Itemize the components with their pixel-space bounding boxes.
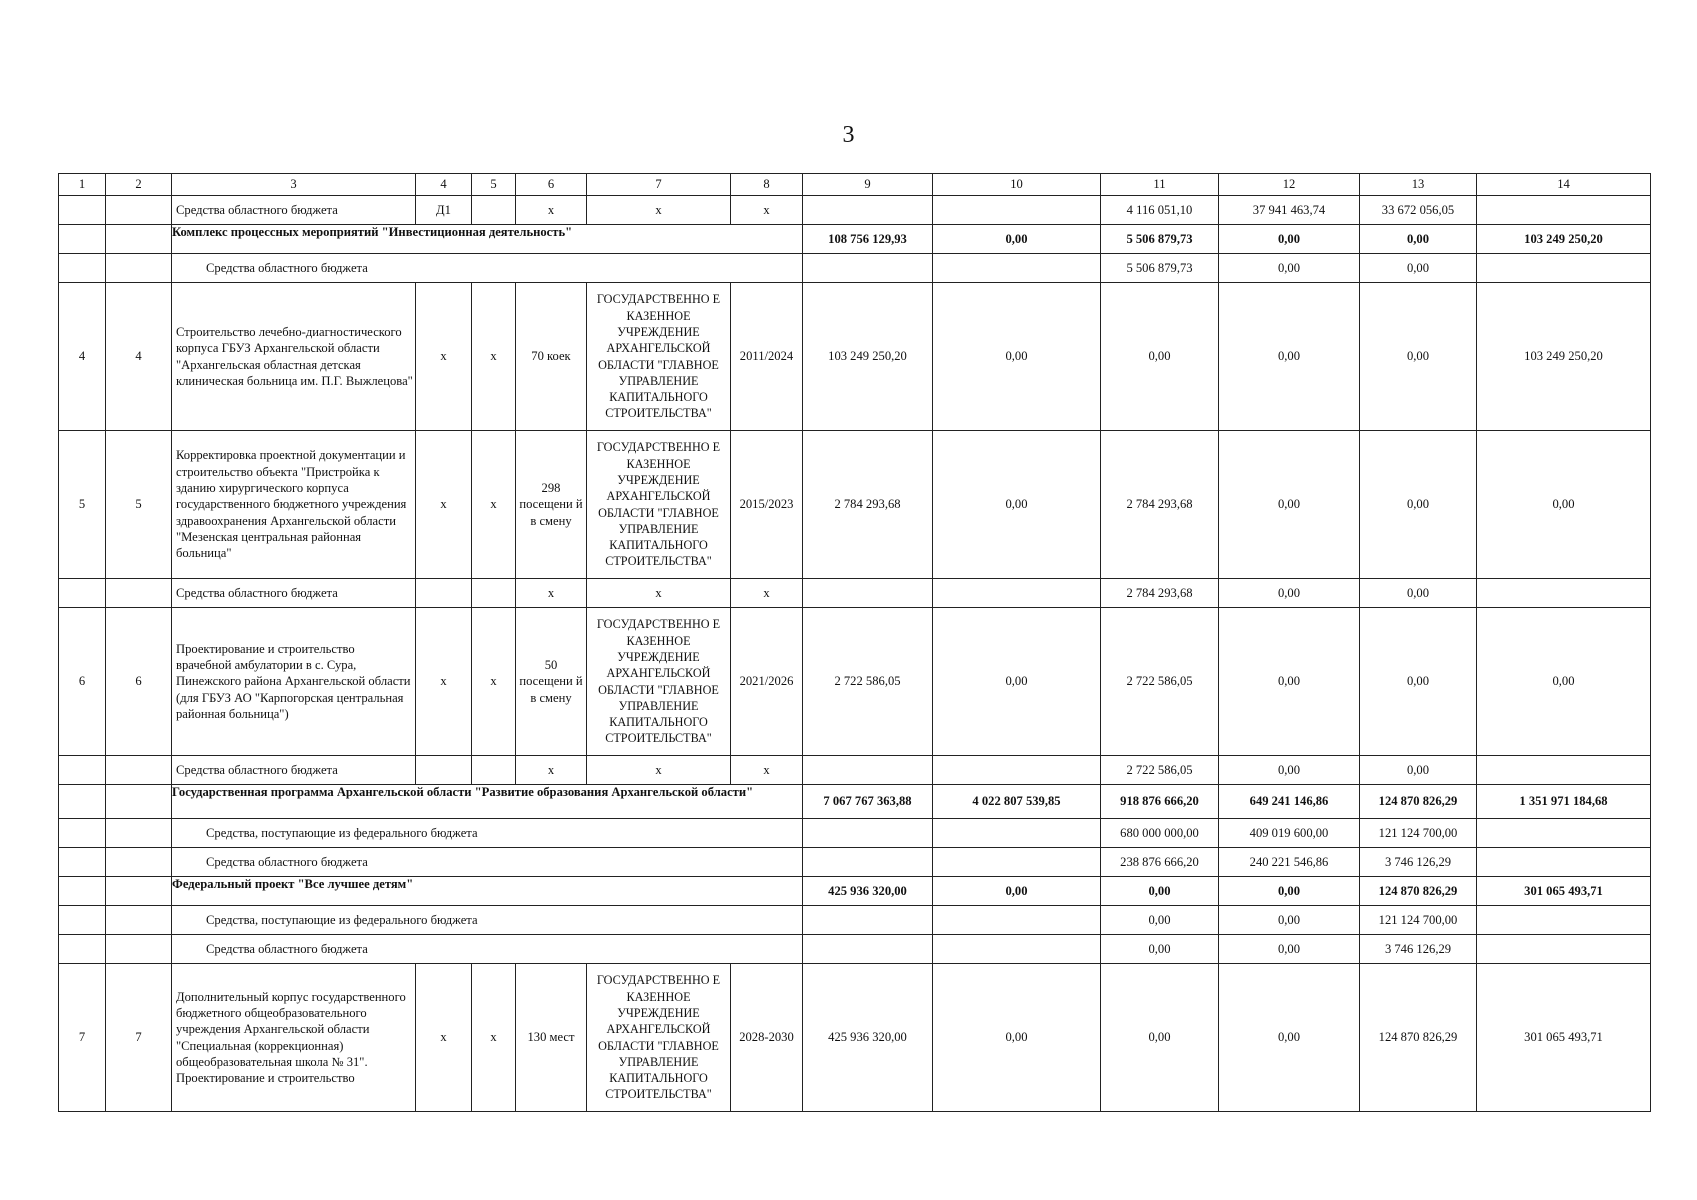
responsible-org: ГОСУДАРСТВЕННО Е КАЗЕННОЕ УЧРЕЖДЕНИЕ АРХАНГЕЛЬСКОЙ ОБЛАСТИ "ГЛАВНОЕ УПРАВЛЕНИЕ КАПИТАЛЬНОГО СТРОИТЕЛЬСТВА" (587, 608, 731, 756)
responsible-org: ГОСУДАРСТВЕННО Е КАЗЕННОЕ УЧРЕЖДЕНИЕ АРХАНГЕЛЬСКОЙ ОБЛАСТИ "ГЛАВНОЕ УПРАВЛЕНИЕ КАПИТАЛЬНОГО СТРОИТЕЛЬСТВА" (587, 283, 731, 431)
table-row: 6 6 Проектирование и строительство врачебной амбулатории в с. Сура, Пинежского района Архангельской области (для ГБУЗ АО "Карпогорская центральная районная больница") х х 50 посещени й в смену ГОСУДАРСТВЕННО Е КАЗЕННОЕ УЧРЕЖДЕНИЕ АРХАНГЕЛЬСКОЙ ОБЛАСТИ "ГЛАВНОЕ УПРАВЛЕНИЕ КАПИТАЛЬНОГО СТРОИТЕЛЬСТВА" 2021/2026 2 722 586,05 0,00 2 722 586,05 0,00 0,00 0,00 (59, 608, 1651, 756)
row-label: Средства областного бюджета (172, 935, 803, 964)
row-label: Средства областного бюджета (172, 254, 803, 283)
responsible-org: ГОСУДАРСТВЕННО Е КАЗЕННОЕ УЧРЕЖДЕНИЕ АРХАНГЕЛЬСКОЙ ОБЛАСТИ "ГЛАВНОЕ УПРАВЛЕНИЕ КАПИТАЛЬНОГО СТРОИТЕЛЬСТВА" (587, 964, 731, 1112)
column-header: 3 (172, 174, 416, 196)
row-label: Средства, поступающие из федерального бюджета (172, 906, 803, 935)
table-row: Средства областного бюджета х х х 2 784 293,68 0,00 0,00 (59, 579, 1651, 608)
column-header: 2 (106, 174, 172, 196)
page-number: 3 (842, 122, 855, 148)
row-label: Средства областного бюджета (172, 848, 803, 877)
responsible-org: ГОСУДАРСТВЕННО Е КАЗЕННОЕ УЧРЕЖДЕНИЕ АРХАНГЕЛЬСКОЙ ОБЛАСТИ "ГЛАВНОЕ УПРАВЛЕНИЕ КАПИТАЛЬНОГО СТРОИТЕЛЬСТВА" (587, 431, 731, 579)
section-title: Федеральный проект "Все лучшее детям" (172, 877, 803, 906)
object-name: Строительство лечебно-диагностического корпуса ГБУЗ Архангельской области "Архангельская областная детская клиническая больница им. П.Г. Выжлецова" (172, 283, 416, 431)
column-header: 11 (1101, 174, 1219, 196)
section-row: Комплекс процессных мероприятий "Инвестиционная деятельность" 108 756 129,93 0,00 5 506 879,73 0,00 0,00 103 249 250,20 (59, 225, 1651, 254)
column-header: 9 (803, 174, 933, 196)
table-row: Средства областного бюджета 5 506 879,73 0,00 0,00 (59, 254, 1651, 283)
row-label: Средства областного бюджета (172, 196, 416, 225)
row-label: Средства, поступающие из федерального бюджета (172, 819, 803, 848)
budget-table (58, 173, 1651, 1112)
object-name: Корректировка проектной документации и строительство объекта "Пристройка к зданию хирургического корпуса государственного бюджетного учреждения здравоохранения Архангельской области "Мезенская центральная районная больница" (172, 431, 416, 579)
table-row: 5 5 Корректировка проектной документации и строительство объекта "Пристройка к зданию хирургического корпуса государственного бюджетного учреждения здравоохранения Архангельской области "Мезенская центральная районная больница" х х 298 посещени й в смену ГОСУДАРСТВЕННО Е КАЗЕННОЕ УЧРЕЖДЕНИЕ АРХАНГЕЛЬСКОЙ ОБЛАСТИ "ГЛАВНОЕ УПРАВЛЕНИЕ КАПИТАЛЬНОГО СТРОИТЕЛЬСТВА" 2015/2023 2 784 293,68 0,00 2 784 293,68 0,00 0,00 0,00 (59, 431, 1651, 579)
column-header: 8 (731, 174, 803, 196)
object-name: Проектирование и строительство врачебной амбулатории в с. Сура, Пинежского района Архангельской области (для ГБУЗ АО "Карпогорская центральная районная больница") (172, 608, 416, 756)
object-name: Дополнительный корпус государственного бюджетного общеобразовательного учреждения Архангельской области "Специальная (коррекционная) общеобразовательная школа № 31". Проектирование и строительство (172, 964, 416, 1112)
row-label: Средства областного бюджета (172, 579, 416, 608)
table-row: Средства, поступающие из федерального бюджета 680 000 000,00 409 019 600,00 121 124 700,00 (59, 819, 1651, 848)
column-header: 4 (416, 174, 472, 196)
column-header: 6 (516, 174, 587, 196)
table-row: 7 7 Дополнительный корпус государственного бюджетного общеобразовательного учреждения Архангельской области "Специальная (коррекционная) общеобразовательная школа № 31". Проектирование и строительство х х 130 мест ГОСУДАРСТВЕННО Е КАЗЕННОЕ УЧРЕЖДЕНИЕ АРХАНГЕЛЬСКОЙ ОБЛАСТИ "ГЛАВНОЕ УПРАВЛЕНИЕ КАПИТАЛЬНОГО СТРОИТЕЛЬСТВА" 2028-2030 425 936 320,00 0,00 0,00 0,00 124 870 826,29 301 065 493,71 (59, 964, 1651, 1112)
table-row: Средства областного бюджета Д1 х х х 4 116 051,10 37 941 463,74 33 672 056,05 (59, 196, 1651, 225)
column-number-row (59, 174, 1651, 196)
column-header: 13 (1360, 174, 1477, 196)
column-header: 12 (1219, 174, 1360, 196)
table-row: Средства областного бюджета 0,00 0,00 3 746 126,29 (59, 935, 1651, 964)
row-label: Средства областного бюджета (172, 756, 416, 785)
column-header: 10 (933, 174, 1101, 196)
section-row: Государственная программа Архангельской области "Развитие образования Архангельской области" 7 067 767 363,88 4 022 807 539,85 918 876 666,20 649 241 146,86 124 870 826,29 1 351 971 184,68 (59, 785, 1651, 819)
table-row: Средства областного бюджета х х х 2 722 586,05 0,00 0,00 (59, 756, 1651, 785)
column-header: 1 (59, 174, 106, 196)
section-row: Федеральный проект "Все лучшее детям" 425 936 320,00 0,00 0,00 0,00 124 870 826,29 301 065 493,71 (59, 877, 1651, 906)
column-header: 7 (587, 174, 731, 196)
column-header: 5 (472, 174, 516, 196)
section-title: Комплекс процессных мероприятий "Инвестиционная деятельность" (172, 225, 803, 254)
table-row: Средства, поступающие из федерального бюджета 0,00 0,00 121 124 700,00 (59, 906, 1651, 935)
table-row: Средства областного бюджета 238 876 666,20 240 221 546,86 3 746 126,29 (59, 848, 1651, 877)
table-row: 4 4 Строительство лечебно-диагностического корпуса ГБУЗ Архангельской области "Архангельская областная детская клиническая больница им. П.Г. Выжлецова" х х 70 коек ГОСУДАРСТВЕННО Е КАЗЕННОЕ УЧРЕЖДЕНИЕ АРХАНГЕЛЬСКОЙ ОБЛАСТИ "ГЛАВНОЕ УПРАВЛЕНИЕ КАПИТАЛЬНОГО СТРОИТЕЛЬСТВА" 2011/2024 103 249 250,20 0,00 0,00 0,00 0,00 103 249 250,20 (59, 283, 1651, 431)
column-header: 14 (1477, 174, 1651, 196)
section-title: Государственная программа Архангельской области "Развитие образования Архангельской области" (172, 785, 803, 819)
